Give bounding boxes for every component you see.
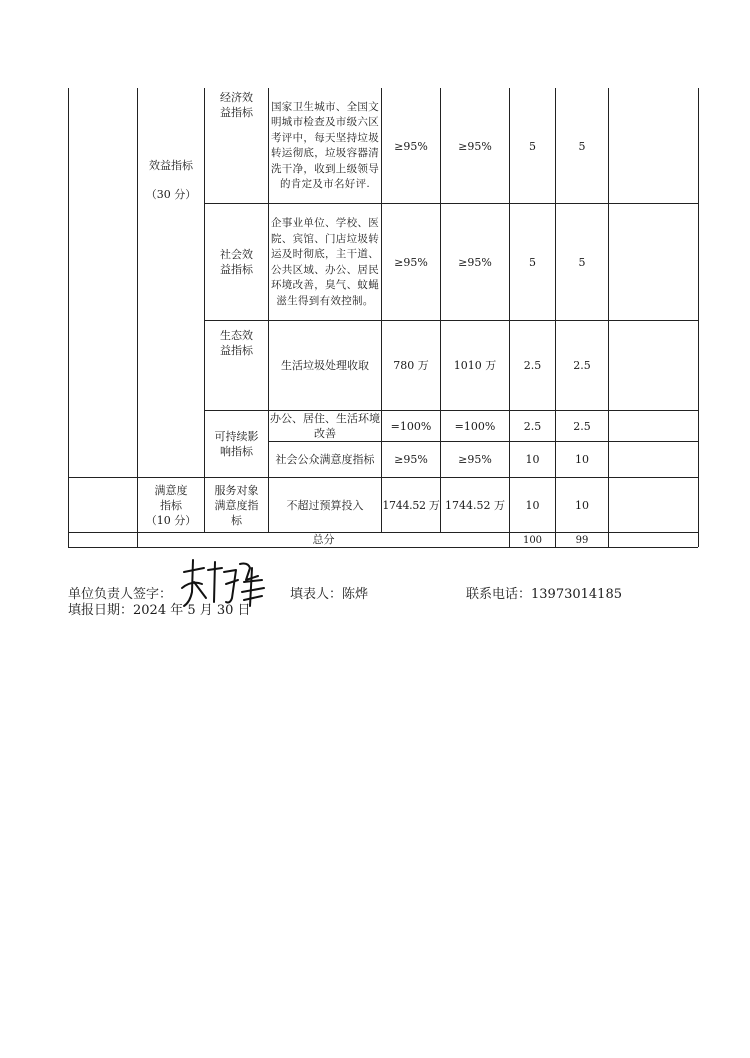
indicator-text-sustainable: 办公、居住、生活环境改善: [270, 412, 380, 440]
satisfaction-indicator-label: 满意度 指标 （10 分）: [145, 483, 197, 527]
target-public-satisfaction: ≥95%: [394, 453, 428, 466]
score-ecological: 2.5: [573, 359, 591, 372]
target-budget: 1744.52 万: [382, 498, 440, 512]
actual-budget: 1744.52 万: [445, 498, 505, 512]
score-economic: 5: [578, 139, 586, 153]
indicator-text-budget: 不超过预算投入: [286, 498, 364, 512]
sub-category-social: 社会效 益指标: [220, 248, 253, 276]
sub-category-economic: 经济效 益指标: [220, 91, 253, 119]
sub-category-ecological: 生态效 益指标: [220, 329, 253, 357]
total-weight: 100: [522, 534, 543, 546]
sub-category-sustainable: 可持续影 响指标: [214, 430, 259, 458]
target-social: ≥95%: [394, 255, 428, 269]
actual-ecological: 1010 万: [453, 359, 497, 372]
benefit-indicator-label-cell: [138, 150, 204, 210]
total-score: 99: [575, 534, 589, 546]
indicator-text-public-satisfaction: 社会公众满意度指标: [275, 453, 375, 466]
signer-label: 单位负责人签字：: [68, 587, 173, 602]
score-public-satisfaction: 10: [575, 453, 589, 466]
actual-public-satisfaction: ≥95%: [458, 453, 492, 466]
indicator-text-ecological: 生活垃圾处理收取: [281, 359, 369, 372]
weight-public-satisfaction: 10: [525, 453, 540, 466]
weight-sustainable: 2.5: [523, 419, 542, 433]
benefit-indicator-label: 效益指标: [149, 159, 193, 172]
weight-social: 5: [529, 255, 536, 269]
actual-sustainable: =100%: [454, 419, 496, 433]
weight-economic: 5: [529, 139, 536, 153]
actual-social: ≥95%: [458, 255, 492, 269]
target-sustainable: =100%: [390, 419, 432, 433]
contact-phone: 联系电话：13973014185: [466, 587, 622, 602]
indicator-text-economic: 国家卫生城市、全国文明城市检查及市级六区考评中，每天坚持垃圾转运彻底，垃圾容器清洗干净，收到上级领导的肯定及市名好评.: [271, 100, 379, 190]
indicator-text-social: 企事业单位、学校、医院、宾馆、门店垃圾转运及时彻底，主干道、公共区域、办公、居民环境改善，臭气、蚊蝇滋生得到有效控制。: [271, 217, 379, 307]
sub-category-service-satisfaction: 服务对象 满意度指 标: [214, 483, 259, 527]
actual-economic: ≥95%: [458, 139, 492, 153]
weight-ecological: 2.5: [523, 359, 542, 372]
target-ecological: 780 万: [393, 359, 429, 372]
filler-name: 填表人：陈烨: [290, 587, 369, 602]
score-social: 5: [578, 255, 586, 269]
score-sustainable: 2.5: [573, 419, 591, 433]
weight-budget: 10: [525, 498, 540, 512]
benefit-indicator-score: （30 分）: [145, 188, 197, 201]
report-date: 填报日期：2024 年 5 月 30 日: [68, 603, 251, 618]
score-budget: 10: [575, 498, 589, 512]
total-label: 总分: [312, 533, 335, 546]
target-economic: ≥95%: [394, 139, 428, 153]
